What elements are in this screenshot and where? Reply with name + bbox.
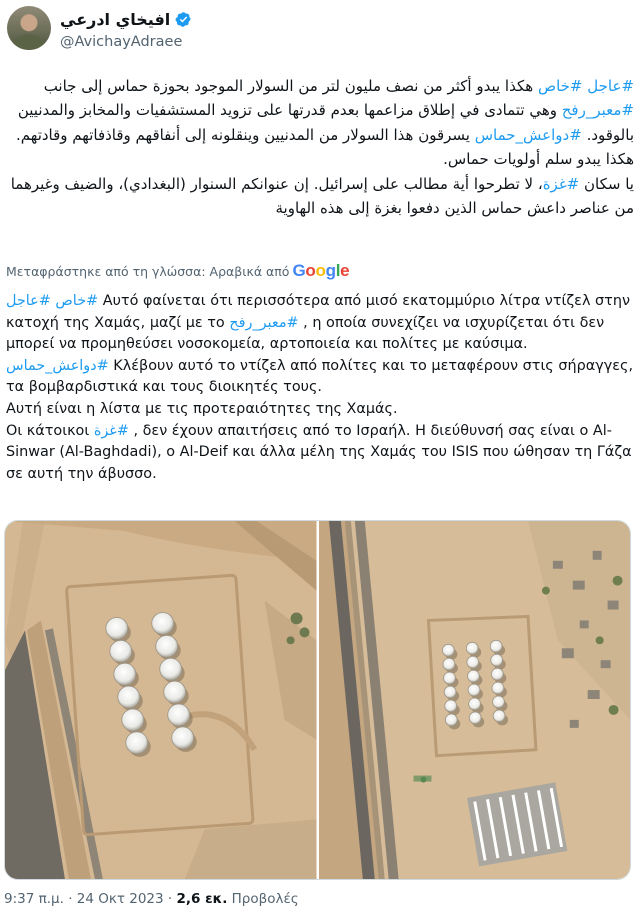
tweet-text-segment: Αυτό φαίνεται ότι περισσότερα από μισό εκατομμύριο λίτρα ντίζελ στην κατοχή της Χαμάς, μαζί με το <box>6 293 630 331</box>
tweet-text-greek <box>6 291 634 485</box>
satellite-image-right[interactable] <box>319 521 631 879</box>
author-name-row <box>60 10 192 29</box>
tweet-text-segment: يا سكان <box>579 174 634 193</box>
tweet-text-segment: , δεν έχουν απαιτήσεις από το Ισραήλ. Η διεύθυνσή σας είναι ο Al-Sinwar (Al-Baghdadi), ο Al-Deif και άλλα μέλη της Χαμάς του ISIS που ώθησαν τη Γάζα σε αυτή την άβυσσο. <box>6 422 632 482</box>
separator: · <box>163 891 177 907</box>
hashtag-link[interactable]: #معبر_رفح <box>229 314 299 331</box>
tweet-text-segment: Κλέβουν αυτό το ντίζελ από πολίτες και το μεταφέρουν στις σήραγγες, τα βομβαρδιστικά και τους διοικητές τους. <box>6 357 634 396</box>
storage-tank <box>493 710 505 722</box>
google-logo-letter: g <box>325 261 336 280</box>
hashtag-link[interactable]: #دواعش_حماس <box>474 125 582 144</box>
tweet-media[interactable] <box>4 520 631 880</box>
translation-note: Μεταφράστηκε από τη γλώσσα: Αραβικά από <box>6 263 290 279</box>
storage-tank <box>126 732 148 754</box>
tweet-paragraph <box>6 172 634 221</box>
tweet-date[interactable]: 24 Οκτ 2023 <box>76 891 164 907</box>
tweet-text-arabic <box>6 74 634 220</box>
tweet-paragraph: هكذا يبدو سلم أولويات حماس. <box>443 150 634 169</box>
storage-tank <box>110 640 132 662</box>
storage-tank <box>467 670 479 682</box>
storage-tank <box>160 658 182 680</box>
storage-tank <box>491 682 503 694</box>
satellite-image-left[interactable] <box>5 521 317 879</box>
separator: · <box>63 891 77 907</box>
tweet-paragraph <box>6 421 634 486</box>
storage-tank <box>445 714 457 726</box>
hashtag-link[interactable]: #عاجل <box>587 77 634 95</box>
storage-tank <box>444 700 456 712</box>
storage-tank <box>444 686 456 698</box>
storage-tank <box>443 672 455 684</box>
tweet-paragraph: Αυτή είναι η λίστα με τις προτεραιότητες της Χαμάς. <box>6 400 398 417</box>
tweet-text-segment: يسرقون هذا السولار من المدنيين وينقلونه إلى أنفاقهم وقاذفاتهم وقادتهم. <box>16 125 475 144</box>
storage-tank <box>466 656 478 668</box>
tweet-header <box>0 0 640 62</box>
hashtag-link[interactable]: #غزة <box>93 422 129 439</box>
storage-tank <box>122 709 144 731</box>
hashtag-link[interactable]: #غزة <box>542 174 580 193</box>
tweet-metadata <box>4 891 299 907</box>
google-logo[interactable] <box>292 261 349 281</box>
google-logo-letter: e <box>340 261 350 280</box>
tweet-time[interactable]: 9:37 π.μ. <box>4 891 64 907</box>
storage-tank <box>172 727 194 749</box>
storage-tank <box>118 686 140 708</box>
storage-tank <box>466 642 478 654</box>
tweet-paragraph <box>6 291 634 399</box>
google-logo-letter: o <box>305 261 316 280</box>
author-handle[interactable]: @AvichayAdraee <box>60 34 183 50</box>
translation-attribution <box>6 261 349 281</box>
hashtag-link[interactable]: #خاص <box>55 293 99 309</box>
storage-tank <box>168 704 190 726</box>
storage-tank <box>443 658 455 670</box>
google-logo-letter: l <box>335 261 341 280</box>
tweet-paragraph <box>6 74 634 147</box>
tweet-text-segment: ، لا تطرحوا أية مطالب على إسرائيل. إن عنوانكم السنوار (البغدادي)، والضيف وغيرهما من عناصر داعش حماس الذين دفعوا بغزة إلى هذه الهاوية <box>10 174 634 218</box>
google-logo-letter: o <box>315 261 326 280</box>
storage-tank <box>469 712 481 724</box>
hashtag-link[interactable]: #معبر_رفح <box>561 101 634 120</box>
storage-tanks <box>442 640 508 729</box>
hashtag-link[interactable]: #خاص <box>537 77 583 95</box>
storage-tank <box>468 698 480 710</box>
view-count: 2,6 εκ. <box>176 891 228 907</box>
storage-tank <box>114 663 136 685</box>
views-label: Προβολές <box>227 891 299 907</box>
verified-badge-icon <box>175 11 192 28</box>
tweet-text-segment: Οι κάτοικοι <box>6 422 94 439</box>
storage-tank <box>468 684 480 696</box>
storage-tank <box>164 681 186 703</box>
storage-tank <box>442 644 454 656</box>
storage-tank <box>492 696 504 708</box>
google-logo-letter: G <box>292 261 306 280</box>
tweet-text-segment: وهي تتمادى في إطلاق مزاعمها بعدم قدرتها على تزويد المستشفيات والمخابز والمدنيين بالوقود. <box>17 101 634 144</box>
tweet-text-segment: , η οποία συνεχίζει να ισχυρίζεται ότι δεν μπορεί να προμηθεύσει νοσοκομεία, αρτοποιεία και πολίτες με καύσιμα. <box>6 314 605 353</box>
hashtag-link[interactable]: #عاجل <box>6 293 51 309</box>
author-display-name[interactable]: افيخاي ادرعي <box>60 10 171 29</box>
storage-tank <box>490 654 502 666</box>
avatar[interactable] <box>7 6 51 50</box>
storage-tank <box>106 617 128 639</box>
hashtag-link[interactable]: #دواعش_حماس <box>6 357 109 374</box>
storage-tank <box>490 640 502 652</box>
storage-tank <box>156 635 178 657</box>
storage-tank <box>152 612 174 634</box>
storage-tank <box>491 668 503 680</box>
tweet-text-segment: هكذا يبدو أكثر من نصف مليون لتر من السولار الموجود بحوزة حماس إلى جانب <box>43 77 538 95</box>
